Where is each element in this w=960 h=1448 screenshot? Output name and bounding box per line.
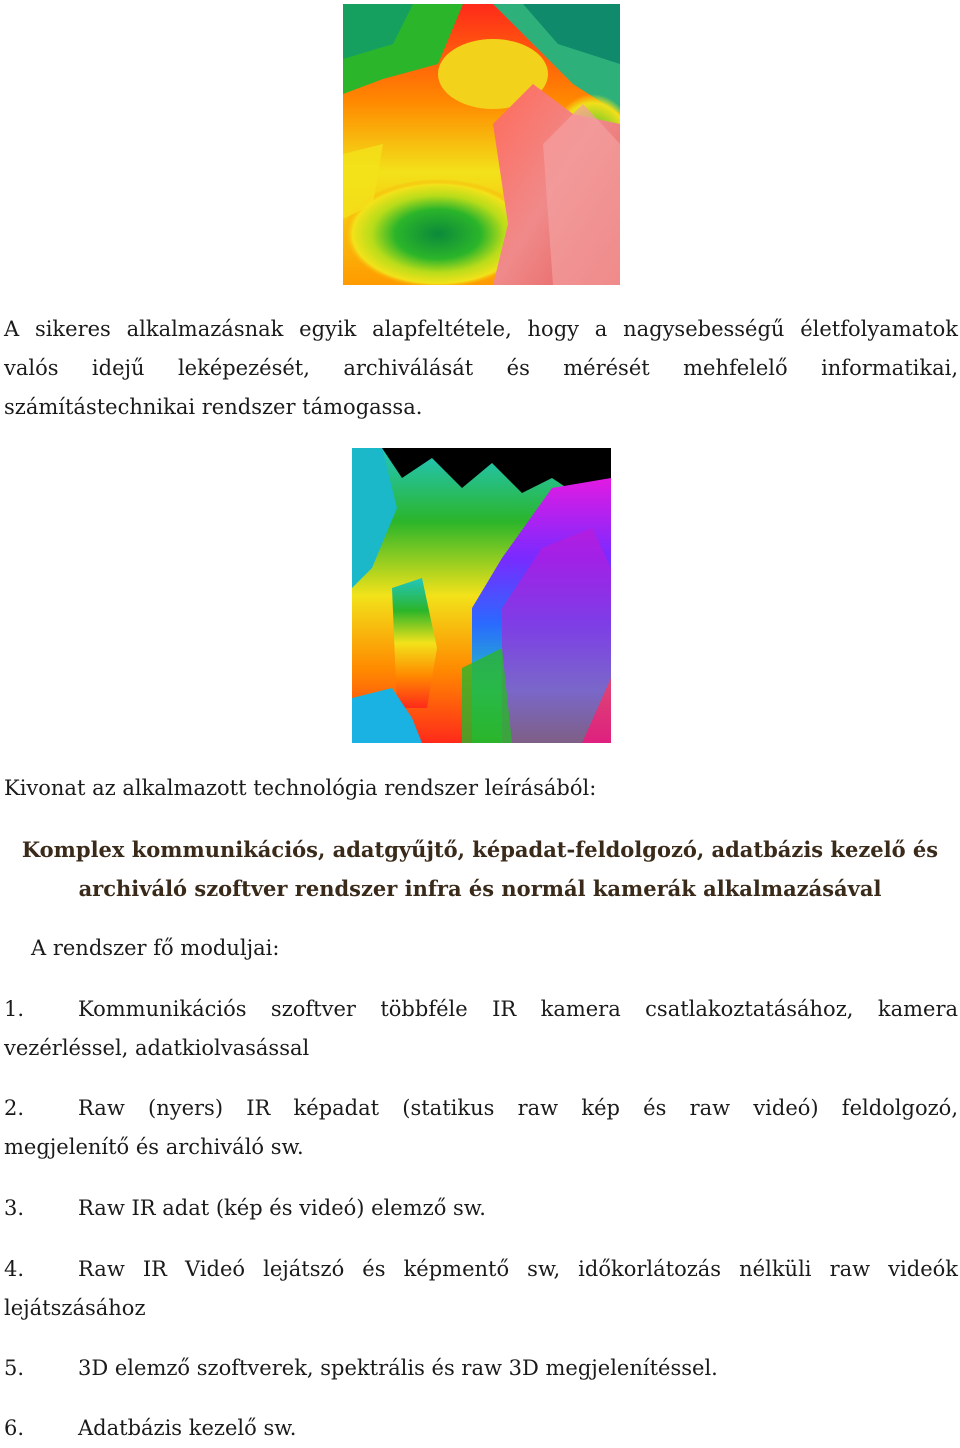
module-list-item [4,990,958,1068]
intro-line-2: valós idejű leképezését, archiválását és mérését mehfelelő informatikai, [4,356,958,380]
module-number: 5. [4,1356,25,1380]
module-line-1 [4,990,958,1029]
intro-line-1: A sikeres alkalmazásnak egyik alapfeltétele, hogy a nagysebességű életfolyamatok [4,317,958,341]
module-line-1 [4,1409,958,1448]
module-text: 3D elemző szoftverek, spektrális és raw 3D megjelenítéssel. [78,1356,718,1380]
module-line-1 [4,1089,958,1128]
module-line-1 [4,1349,958,1388]
module-text: Kommunikációs szoftver többféle IR kamera csatlakoztatásához, kamera [78,997,958,1021]
heading-line-1: Komplex kommunikációs, adatgyűjtő, képadat-feldolgozó, adatbázis kezelő és [21,837,939,862]
system-heading [0,830,960,908]
module-text: Adatbázis kezelő sw. [78,1416,297,1440]
module-text: Raw (nyers) IR képadat (statikus raw kép és raw videó) feldolgozó, [78,1096,958,1120]
module-number: 4. [4,1257,25,1281]
thermal-3d-figure-middle [352,448,611,743]
module-text: Raw IR Videó lejátszó és képmentő sw, időkorlátozás nélküli raw videók [78,1257,958,1281]
intro-paragraph [4,310,958,427]
module-list-item [4,1409,958,1448]
intro-line-3: számítástechnikai rendszer támogassa. [4,395,423,419]
module-line-2: vezérléssel, adatkiolvasással [4,1036,310,1060]
module-line-2: megjelenítő és archiváló sw. [4,1135,304,1159]
module-line-1 [4,1250,958,1289]
modules-label: A rendszer fő moduljai: [31,936,280,960]
module-line-1 [4,1189,958,1228]
module-number: 1. [4,997,25,1021]
thermal-3d-figure-top [343,4,620,285]
extract-intro: Kivonat az alkalmazott technológia rendszer leírásából: [4,776,597,800]
module-number: 2. [4,1096,25,1120]
module-number: 3. [4,1196,25,1220]
module-number: 6. [4,1416,25,1440]
module-line-2: lejátszásához [4,1296,146,1320]
module-text: Raw IR adat (kép és videó) elemző sw. [78,1196,486,1220]
module-list-item [4,1349,958,1388]
module-list-item [4,1189,958,1228]
heading-line-2: archiváló szoftver rendszer infra és normál kamerák alkalmazásával [78,876,882,901]
module-list-item [4,1089,958,1167]
module-list-item [4,1250,958,1328]
